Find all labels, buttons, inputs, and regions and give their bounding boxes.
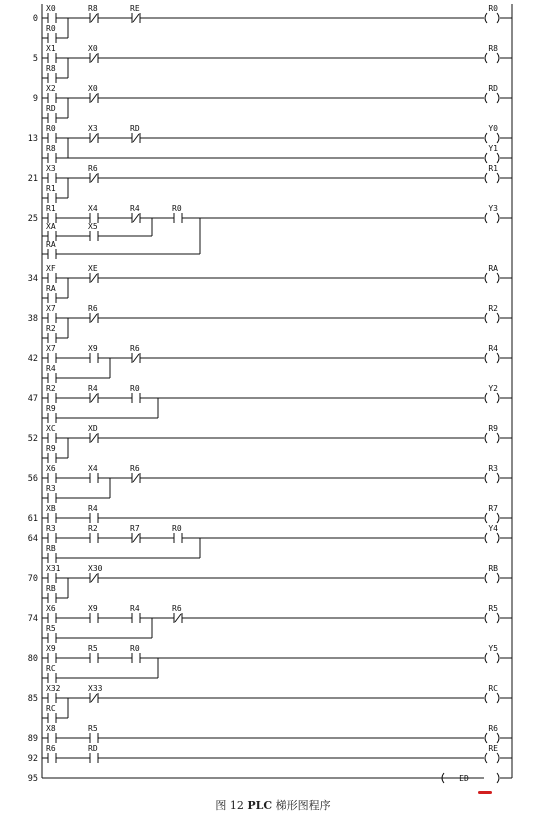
nc-contact xyxy=(130,204,140,223)
contact-label: R8 xyxy=(88,4,98,13)
coil-label: R1 xyxy=(488,164,498,173)
contact-label: R0 xyxy=(46,24,56,33)
rung-step-number: 21 xyxy=(27,174,38,184)
coil-left-arc xyxy=(485,573,487,583)
nc-contact xyxy=(88,44,98,63)
contact-label: R4 xyxy=(46,364,56,373)
output-coil xyxy=(485,644,512,663)
coil-left-arc xyxy=(485,273,487,283)
contact-label: X9 xyxy=(46,644,56,653)
contact-label: XA xyxy=(46,222,56,231)
no-contact xyxy=(46,240,56,259)
nc-contact xyxy=(130,124,140,143)
nc-contact xyxy=(130,4,140,23)
contact-slash xyxy=(91,94,97,102)
rung-step-number: 42 xyxy=(27,354,38,364)
output-coil xyxy=(485,724,512,743)
coil-right-arc xyxy=(497,133,499,143)
contact-label: X0 xyxy=(46,4,56,13)
coil-label: RD xyxy=(488,84,498,93)
coil-label: Y2 xyxy=(488,384,498,393)
rung xyxy=(28,344,512,383)
contact-label: R4 xyxy=(88,384,98,393)
nc-contact xyxy=(88,84,98,103)
no-contact xyxy=(46,524,56,543)
contact-label: X7 xyxy=(46,344,56,353)
contact-label: X3 xyxy=(46,164,56,173)
no-contact xyxy=(46,464,56,483)
no-contact xyxy=(46,664,56,683)
rung-step-number: 38 xyxy=(27,314,38,324)
coil-right-arc xyxy=(497,93,499,103)
no-contact xyxy=(46,304,56,323)
coil-label: R8 xyxy=(488,44,498,53)
rung-step-number: 74 xyxy=(27,614,38,624)
contact-slash xyxy=(133,354,139,362)
contact-slash xyxy=(91,394,97,402)
no-contact xyxy=(88,724,98,743)
contact-label: R4 xyxy=(130,604,140,613)
rung-step-number: 13 xyxy=(27,134,38,144)
contact-label: XB xyxy=(46,504,56,513)
coil-label: RA xyxy=(488,264,498,273)
no-contact xyxy=(46,64,56,83)
coil-right-arc xyxy=(497,573,499,583)
output-coil xyxy=(485,684,512,703)
no-contact xyxy=(46,584,56,603)
coil-right-arc xyxy=(497,13,499,23)
no-contact xyxy=(88,222,98,241)
coil-left-arc xyxy=(485,433,487,443)
output-coil xyxy=(485,164,512,183)
rung-step-number: 61 xyxy=(27,514,38,524)
rung-step-number: 95 xyxy=(27,774,38,784)
no-contact xyxy=(46,204,56,223)
contact-label: R6 xyxy=(130,464,140,473)
contact-label: X8 xyxy=(46,724,56,733)
coil-label: Y5 xyxy=(488,644,498,653)
contact-label: X0 xyxy=(88,44,98,53)
nc-contact xyxy=(130,524,140,543)
contact-label: R4 xyxy=(88,504,98,513)
no-contact xyxy=(46,184,56,203)
no-contact xyxy=(46,604,56,623)
coil-right-arc xyxy=(497,533,499,543)
contact-label: R6 xyxy=(172,604,182,613)
contact-label: XE xyxy=(88,264,98,273)
coil-left-arc xyxy=(485,213,487,223)
rung-step-number: 47 xyxy=(27,394,38,404)
contact-label: R1 xyxy=(46,204,56,213)
no-contact xyxy=(88,744,98,763)
rung xyxy=(28,204,512,259)
coil-label: Y1 xyxy=(488,144,498,153)
output-coil xyxy=(485,464,512,483)
no-contact xyxy=(88,644,98,663)
no-contact xyxy=(46,284,56,303)
contact-label: R0 xyxy=(130,644,140,653)
contact-label: RD xyxy=(130,124,140,133)
output-coil xyxy=(485,264,512,283)
no-contact xyxy=(88,504,98,523)
contact-label: R8 xyxy=(46,144,56,153)
contact-label: X3 xyxy=(88,124,98,133)
contact-label: XD xyxy=(88,424,98,433)
rung-step-number: 5 xyxy=(32,54,38,64)
contact-label: R4 xyxy=(130,204,140,213)
output-coil xyxy=(485,44,512,63)
contact-label: R6 xyxy=(88,164,98,173)
contact-label: R2 xyxy=(88,524,98,533)
contact-label: X0 xyxy=(88,84,98,93)
coil-label: R5 xyxy=(488,604,498,613)
contact-slash xyxy=(91,134,97,142)
no-contact xyxy=(88,204,98,223)
contact-slash xyxy=(91,434,97,442)
nc-contact xyxy=(88,4,98,23)
nc-contact xyxy=(88,124,98,143)
contact-label: X4 xyxy=(88,464,98,473)
no-contact xyxy=(46,264,56,283)
contact-slash xyxy=(91,694,97,702)
contact-label: R3 xyxy=(46,524,56,533)
coil-label: RB xyxy=(488,564,498,573)
no-contact xyxy=(46,744,56,763)
contact-slash xyxy=(91,174,97,182)
contact-label: RA xyxy=(46,284,56,293)
coil-label: RE xyxy=(488,744,498,753)
rung-step-number: 64 xyxy=(27,534,38,544)
coil-label: R0 xyxy=(488,4,498,13)
rung-step-number: 25 xyxy=(27,214,38,224)
contact-label: XF xyxy=(46,264,56,273)
contact-label: RC xyxy=(46,704,56,713)
coil-left-arc xyxy=(485,733,487,743)
contact-slash xyxy=(91,574,97,582)
coil-left-arc xyxy=(485,473,487,483)
contact-slash xyxy=(175,614,181,622)
no-contact xyxy=(46,164,56,183)
coil-right-arc xyxy=(497,653,499,663)
coil-left-arc xyxy=(485,313,487,323)
coil-label: R9 xyxy=(488,424,498,433)
nc-contact xyxy=(88,684,103,703)
no-contact xyxy=(46,424,56,443)
contact-label: R9 xyxy=(46,444,56,453)
contact-label: RC xyxy=(46,664,56,673)
contact-label: X6 xyxy=(46,604,56,613)
no-contact xyxy=(130,384,140,403)
rung xyxy=(33,84,512,123)
no-contact xyxy=(46,44,56,63)
coil-right-arc xyxy=(497,753,499,763)
contact-label: R6 xyxy=(88,304,98,313)
coil-right-arc xyxy=(497,513,499,523)
no-contact xyxy=(46,104,56,123)
no-contact xyxy=(130,644,140,663)
rung xyxy=(28,124,512,163)
contact-label: RB xyxy=(46,584,56,593)
rung xyxy=(28,644,512,683)
coil-right-arc xyxy=(497,173,499,183)
rung xyxy=(33,44,512,83)
no-contact xyxy=(46,324,56,343)
contact-label: R8 xyxy=(46,64,56,73)
rung xyxy=(28,524,512,563)
no-contact xyxy=(46,144,56,163)
contact-label: X33 xyxy=(88,684,103,693)
contact-label: R3 xyxy=(46,484,56,493)
coil-left-arc xyxy=(485,693,487,703)
rung-step-number: 52 xyxy=(27,434,38,444)
no-contact xyxy=(88,524,98,543)
rung xyxy=(28,264,512,303)
contact-label: X4 xyxy=(88,204,98,213)
figure-caption xyxy=(0,797,546,813)
coil-left-arc xyxy=(485,133,487,143)
caption-plc: PLC xyxy=(247,799,273,812)
coil-left-arc xyxy=(485,533,487,543)
coil-right-arc xyxy=(497,353,499,363)
coil-left-arc xyxy=(485,393,487,403)
nc-contact xyxy=(88,384,98,403)
contact-slash xyxy=(133,474,139,482)
contact-label: R7 xyxy=(130,524,140,533)
contact-label: X7 xyxy=(46,304,56,313)
contact-label: R0 xyxy=(130,384,140,393)
rung xyxy=(28,424,512,463)
contact-label: R5 xyxy=(46,624,56,633)
output-coil xyxy=(485,144,512,163)
coil-right-arc xyxy=(497,433,499,443)
caption-prefix: 图 12 xyxy=(215,799,248,812)
contact-label: X5 xyxy=(88,222,98,231)
no-contact xyxy=(46,384,56,403)
contact-slash xyxy=(133,214,139,222)
no-contact xyxy=(46,404,56,423)
rung-step-number: 80 xyxy=(27,654,38,664)
contact-label: RD xyxy=(88,744,98,753)
contact-label: XC xyxy=(46,424,56,433)
nc-contact xyxy=(88,304,98,323)
output-coil xyxy=(485,564,512,583)
rung xyxy=(28,564,512,603)
no-contact xyxy=(172,204,182,223)
coil-right-arc xyxy=(497,733,499,743)
contact-label: R6 xyxy=(130,344,140,353)
no-contact xyxy=(46,4,56,23)
rung-step-number: 34 xyxy=(27,274,38,284)
contact-label: R5 xyxy=(88,644,98,653)
coil-right-arc xyxy=(497,153,499,163)
rung xyxy=(28,773,512,784)
contact-label: R0 xyxy=(46,124,56,133)
no-contact xyxy=(46,504,56,523)
contact-slash xyxy=(91,54,97,62)
output-coil xyxy=(485,504,512,523)
output-coil xyxy=(485,604,512,623)
coil-label: R7 xyxy=(488,504,498,513)
end-label: ED xyxy=(459,774,469,783)
contact-label: R2 xyxy=(46,384,56,393)
output-coil xyxy=(485,424,512,443)
nc-contact xyxy=(130,344,140,363)
contact-slash xyxy=(91,14,97,22)
rung xyxy=(28,164,512,203)
output-coil xyxy=(485,304,512,323)
coil-left-arc xyxy=(485,753,487,763)
contact-label: X9 xyxy=(88,344,98,353)
coil-label: R6 xyxy=(488,724,498,733)
coil-label: Y4 xyxy=(488,524,498,533)
coil-right-arc xyxy=(497,393,499,403)
contact-slash xyxy=(133,14,139,22)
output-coil xyxy=(485,124,512,143)
coil-left-arc xyxy=(485,153,487,163)
coil-left-arc xyxy=(485,13,487,23)
no-contact xyxy=(88,604,98,623)
contact-label: X31 xyxy=(46,564,61,573)
contact-label: RB xyxy=(46,544,56,553)
rung-step-number: 0 xyxy=(32,14,38,24)
coil-left-arc xyxy=(485,93,487,103)
no-contact xyxy=(46,644,56,663)
contact-label: R6 xyxy=(46,744,56,753)
coil-right-arc xyxy=(497,273,499,283)
coil-label: R3 xyxy=(488,464,498,473)
contact-slash xyxy=(133,134,139,142)
coil-right-arc xyxy=(497,53,499,63)
no-contact xyxy=(46,444,56,463)
coil-left-arc xyxy=(485,353,487,363)
coil-right-arc xyxy=(497,313,499,323)
nc-contact xyxy=(172,604,182,623)
contact-label: X6 xyxy=(46,464,56,473)
contact-label: R5 xyxy=(88,724,98,733)
no-contact xyxy=(46,624,56,643)
no-contact xyxy=(172,524,182,543)
contact-label: RA xyxy=(46,240,56,249)
contact-label: R0 xyxy=(172,204,182,213)
rung xyxy=(28,684,512,723)
coil-right-arc xyxy=(497,613,499,623)
no-contact xyxy=(130,604,140,623)
contact-label: RE xyxy=(130,4,140,13)
contact-label: R0 xyxy=(172,524,182,533)
no-contact xyxy=(46,484,56,503)
no-contact xyxy=(88,344,98,363)
rung xyxy=(28,504,512,524)
no-contact xyxy=(46,344,56,363)
rung xyxy=(28,384,512,423)
nc-contact xyxy=(88,164,98,183)
coil-label: R4 xyxy=(488,344,498,353)
rung xyxy=(28,464,512,503)
rung-step-number: 56 xyxy=(27,474,38,484)
rung xyxy=(28,604,512,643)
contact-label: RD xyxy=(46,104,56,113)
no-contact xyxy=(46,124,56,143)
rung xyxy=(33,4,512,43)
rung-step-number: 9 xyxy=(32,94,38,104)
no-contact xyxy=(46,84,56,103)
coil-left-arc xyxy=(485,653,487,663)
no-contact xyxy=(46,24,56,43)
nc-contact xyxy=(88,564,103,583)
contact-label: X2 xyxy=(46,84,56,93)
rung-step-number: 85 xyxy=(27,694,38,704)
contact-label: R9 xyxy=(46,404,56,413)
rung xyxy=(28,724,512,744)
output-coil xyxy=(485,524,512,543)
coil-left-arc xyxy=(485,513,487,523)
contact-label: X30 xyxy=(88,564,103,573)
rung-step-number: 89 xyxy=(27,734,38,744)
nc-contact xyxy=(88,264,98,283)
coil-label: R2 xyxy=(488,304,498,313)
coil-right-arc xyxy=(497,693,499,703)
contact-label: R1 xyxy=(46,184,56,193)
caption-suffix: 梯形图程序 xyxy=(272,799,331,812)
contact-slash xyxy=(91,314,97,322)
contact-label: R2 xyxy=(46,324,56,333)
output-coil xyxy=(485,744,512,763)
no-contact xyxy=(88,464,98,483)
contact-label: X9 xyxy=(88,604,98,613)
no-contact xyxy=(46,564,61,583)
no-contact xyxy=(46,724,56,743)
no-contact xyxy=(46,364,56,383)
no-contact xyxy=(46,684,61,703)
output-coil xyxy=(485,344,512,363)
end-right-arc xyxy=(497,773,499,783)
nc-contact xyxy=(88,424,98,443)
output-coil xyxy=(485,4,512,23)
coil-right-arc xyxy=(497,473,499,483)
contact-label: X32 xyxy=(46,684,61,693)
red-pen-mark xyxy=(478,791,492,794)
nc-contact xyxy=(130,464,140,483)
no-contact xyxy=(46,704,56,723)
output-coil xyxy=(485,204,512,223)
coil-right-arc xyxy=(497,213,499,223)
no-contact xyxy=(46,544,56,563)
coil-label: Y0 xyxy=(488,124,498,133)
coil-left-arc xyxy=(485,53,487,63)
coil-label: RC xyxy=(488,684,498,693)
no-contact xyxy=(46,222,56,241)
output-coil xyxy=(485,84,512,103)
contact-slash xyxy=(133,534,139,542)
contact-label: X1 xyxy=(46,44,56,53)
rung-step-number: 70 xyxy=(27,574,38,584)
rung xyxy=(28,744,512,764)
rung-step-number: 92 xyxy=(27,754,38,764)
contact-slash xyxy=(91,274,97,282)
coil-left-arc xyxy=(485,173,487,183)
coil-left-arc xyxy=(485,613,487,623)
rung xyxy=(28,304,512,343)
coil-label: Y3 xyxy=(488,204,498,213)
output-coil xyxy=(485,384,512,403)
